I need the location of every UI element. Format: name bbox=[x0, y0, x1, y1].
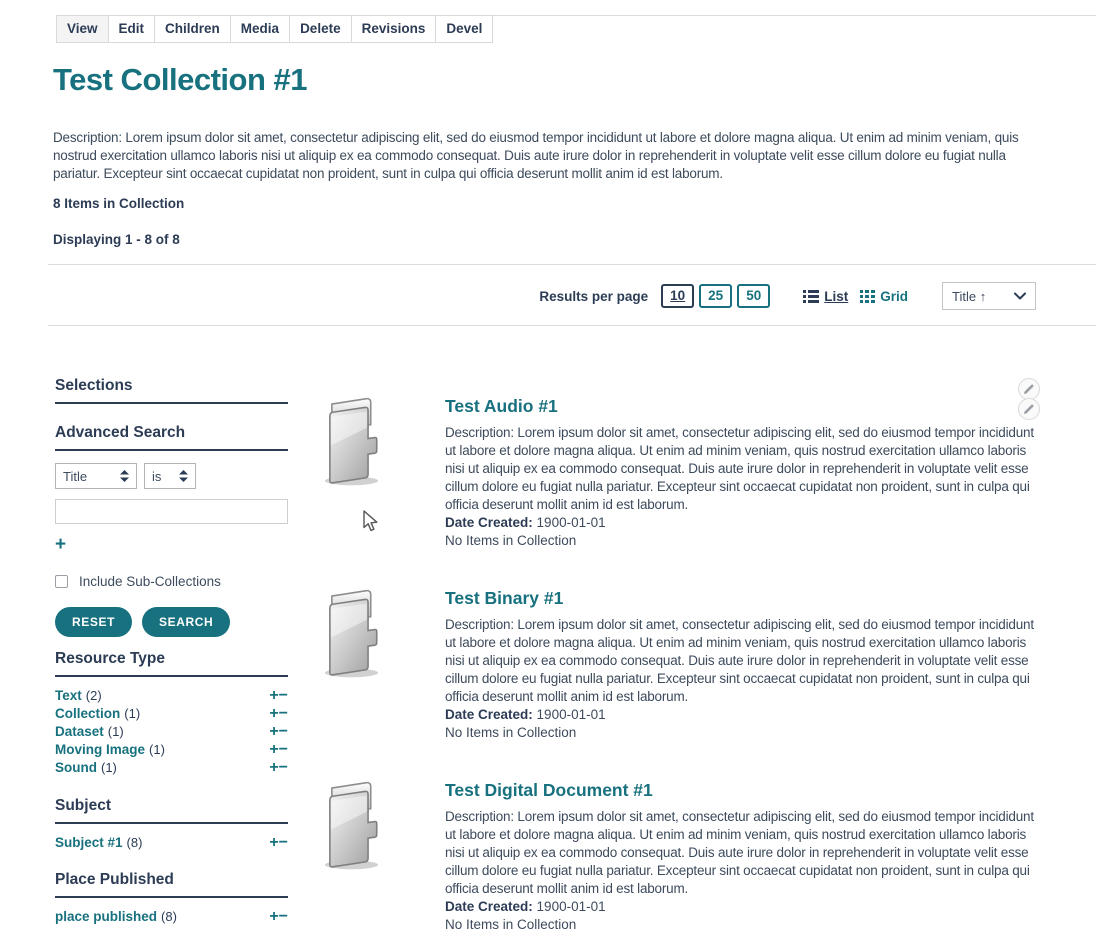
facet-remove-icon[interactable]: − bbox=[278, 908, 288, 925]
facet-add-icon[interactable]: + bbox=[269, 908, 279, 925]
tab-media[interactable]: Media bbox=[230, 15, 290, 43]
sort-select-value: Title ↑ bbox=[952, 288, 987, 304]
edit-button[interactable] bbox=[1018, 398, 1040, 420]
per-page-50-value: 50 bbox=[746, 288, 762, 303]
tab-children[interactable]: Children bbox=[154, 15, 231, 43]
facet-add-icon[interactable]: + bbox=[269, 759, 279, 776]
section-rule bbox=[55, 449, 288, 451]
place-published-heading: Place Published bbox=[55, 871, 174, 888]
facet-link-text[interactable]: Text bbox=[55, 688, 82, 703]
facet-link-place-published[interactable]: place published bbox=[55, 909, 158, 924]
search-operator-value: is bbox=[152, 468, 162, 484]
facet-remove-icon[interactable]: − bbox=[278, 705, 288, 722]
per-page-25-button[interactable] bbox=[699, 284, 732, 308]
list-item bbox=[322, 388, 1040, 580]
search-term-input[interactable] bbox=[55, 499, 288, 524]
list-item bbox=[322, 772, 1040, 946]
item-title-link[interactable]: Test Binary #1 bbox=[445, 588, 564, 608]
section-rule bbox=[55, 402, 288, 404]
tab-revisions[interactable]: Revisions bbox=[351, 15, 437, 43]
no-items-text: No Items in Collection bbox=[445, 533, 577, 548]
facet-link-dataset[interactable]: Dataset bbox=[55, 724, 104, 739]
pencil-icon bbox=[1023, 383, 1035, 395]
displaying-range: Displaying 1 - 8 of 8 bbox=[53, 232, 180, 247]
folder-icon[interactable] bbox=[322, 395, 385, 492]
selections-heading: Selections bbox=[55, 377, 133, 394]
item-title-link[interactable]: Test Digital Document #1 bbox=[445, 780, 653, 800]
per-page-10-button[interactable] bbox=[661, 284, 694, 308]
facet-link-collection[interactable]: Collection bbox=[55, 706, 121, 721]
date-created-label: Date Created: bbox=[445, 707, 533, 722]
advanced-search-section bbox=[55, 424, 288, 637]
sort-arrows-icon bbox=[120, 470, 129, 482]
resource-type-heading: Resource Type bbox=[55, 650, 165, 667]
no-items-text: No Items in Collection bbox=[445, 725, 577, 740]
facet-row-subject-1 bbox=[55, 834, 288, 852]
facet-count: (1) bbox=[101, 760, 117, 775]
facet-count: (2) bbox=[85, 688, 102, 703]
search-operator-select[interactable] bbox=[144, 463, 196, 489]
search-field-select[interactable] bbox=[55, 463, 137, 489]
per-page-25-value: 25 bbox=[708, 288, 724, 303]
admin-tab-bar bbox=[56, 15, 493, 43]
facet-row-collection bbox=[55, 705, 288, 723]
tab-devel[interactable]: Devel bbox=[435, 15, 493, 43]
tab-view[interactable]: View bbox=[56, 15, 109, 43]
collection-item-list bbox=[322, 388, 1040, 946]
per-page-50-button[interactable] bbox=[737, 284, 770, 308]
divider bbox=[48, 325, 1096, 326]
include-subcollections-label: Include Sub-Collections bbox=[79, 574, 221, 589]
item-title-link[interactable]: Test Audio #1 bbox=[445, 396, 558, 416]
search-button[interactable]: SEARCH bbox=[142, 607, 230, 637]
include-subcollections-checkbox[interactable] bbox=[55, 575, 68, 588]
facet-row-sound bbox=[55, 759, 288, 777]
facet-add-icon[interactable]: + bbox=[269, 834, 279, 851]
facet-link-sound[interactable]: Sound bbox=[55, 760, 97, 775]
facet-row-place-published bbox=[55, 908, 288, 926]
item-description: Description: Lorem ipsum dolor sit amet, consectetur adipiscing elit, sed do eiusmod tempor incididunt ut labore et dolore magna aliqua. Ut enim ad minim veniam, quis nostrud exercitation ullamco laboris nisi ut aliquip ex ea commodo consequat. Duis aute irure dolor in reprehenderit in voluptate velit esse cillum dolore eu fugiat nulla pariatur. Excepteur sint occaecat cupidatat non proident, sunt in culpa qui officia deserunt mollit anim id est laborum. bbox=[445, 809, 1034, 896]
place-published-section bbox=[55, 871, 288, 926]
item-description: Description: Lorem ipsum dolor sit amet, consectetur adipiscing elit, sed do eiusmod tempor incididunt ut labore et dolore magna aliqua. Ut enim ad minim veniam, quis nostrud exercitation ullamco laboris nisi ut aliquip ex ea commodo consequat. Duis aute irure dolor in reprehenderit in voluptate velit esse cillum dolore eu fugiat nulla pariatur. Excepteur sint occaecat cupidatat non proident, sunt in culpa qui officia deserunt mollit anim id est laborum. bbox=[445, 425, 1034, 512]
facet-count: (1) bbox=[107, 724, 124, 739]
items-count: 8 Items in Collection bbox=[53, 196, 185, 211]
grid-icon bbox=[860, 290, 875, 303]
add-criteria-button[interactable]: + bbox=[55, 534, 67, 555]
divider bbox=[48, 264, 1096, 265]
folder-icon[interactable] bbox=[322, 779, 385, 876]
resource-type-section bbox=[55, 650, 288, 777]
page-title: Test Collection #1 bbox=[53, 62, 307, 97]
facet-remove-icon[interactable]: − bbox=[278, 834, 288, 851]
list-item bbox=[322, 580, 1040, 772]
no-items-text: No Items in Collection bbox=[445, 917, 577, 932]
date-created-label: Date Created: bbox=[445, 515, 533, 530]
pencil-icon bbox=[1023, 403, 1035, 415]
facet-sidebar bbox=[55, 377, 288, 937]
tab-delete[interactable]: Delete bbox=[289, 15, 352, 43]
facet-add-icon[interactable]: + bbox=[269, 741, 279, 758]
facet-link-moving-image[interactable]: Moving Image bbox=[55, 742, 146, 757]
facet-row-dataset bbox=[55, 723, 288, 741]
contextual-edit-buttons bbox=[1018, 378, 1040, 420]
advanced-search-heading: Advanced Search bbox=[55, 424, 186, 441]
date-created-value: 1900-01-01 bbox=[536, 707, 606, 722]
item-description: Description: Lorem ipsum dolor sit amet, consectetur adipiscing elit, sed do eiusmod tempor incididunt ut labore et dolore magna aliqua. Ut enim ad minim veniam, quis nostrud exercitation ullamco laboris nisi ut aliquip ex ea commodo consequat. Duis aute irure dolor in reprehenderit in voluptate velit esse cillum dolore eu fugiat nulla pariatur. Excepteur sint occaecat cupidatat non proident, sunt in culpa qui officia deserunt mollit anim id est laborum. bbox=[445, 617, 1034, 704]
facet-add-icon[interactable]: + bbox=[269, 723, 279, 740]
results-per-page-label: Results per page bbox=[539, 288, 649, 304]
list-icon bbox=[803, 290, 819, 303]
grid-view-toggle[interactable] bbox=[860, 289, 908, 304]
facet-count: (1) bbox=[149, 742, 165, 757]
list-view-toggle[interactable] bbox=[803, 289, 848, 304]
facet-count: (8) bbox=[161, 909, 177, 924]
date-created-value: 1900-01-01 bbox=[536, 899, 606, 914]
facet-add-icon[interactable]: + bbox=[269, 687, 279, 704]
date-created-value: 1900-01-01 bbox=[536, 515, 606, 530]
reset-button[interactable]: RESET bbox=[55, 607, 132, 637]
selections-section bbox=[55, 377, 288, 404]
date-created-label: Date Created: bbox=[445, 899, 533, 914]
facet-remove-icon[interactable]: − bbox=[278, 759, 288, 776]
collection-description: Description: Lorem ipsum dolor sit amet, consectetur adipiscing elit, sed do eiusmod tempor incididunt ut labore et dolore magna aliqua. Ut enim ad minim veniam, quis nostrud exercitation ullamco laboris nisi ut aliquip ex ea commodo consequat. Duis aute irure dolor in reprehenderit in voluptate velit esse cillum dolore eu fugiat nulla pariatur. Excepteur sint occaecat cupidatat non proident, sunt in culpa qui officia deserunt mollit anim id est laborum. bbox=[53, 130, 1019, 181]
facet-remove-icon[interactable]: − bbox=[278, 723, 288, 740]
facet-remove-icon[interactable]: − bbox=[278, 687, 288, 704]
subject-heading: Subject bbox=[55, 797, 111, 814]
folder-icon[interactable] bbox=[322, 587, 385, 684]
facet-count: (1) bbox=[124, 706, 141, 721]
section-rule bbox=[55, 822, 288, 824]
list-label: List bbox=[824, 288, 849, 304]
sort-arrows-icon bbox=[179, 470, 188, 482]
section-rule bbox=[55, 896, 288, 898]
search-field-value: Title bbox=[63, 468, 88, 484]
per-page-10-value: 10 bbox=[670, 288, 686, 303]
grid-label: Grid bbox=[880, 288, 908, 304]
tab-edit[interactable]: Edit bbox=[108, 15, 156, 43]
sort-select[interactable] bbox=[942, 282, 1036, 310]
chevron-down-icon bbox=[1014, 292, 1026, 300]
facet-count: (8) bbox=[126, 835, 143, 850]
facet-add-icon[interactable]: + bbox=[269, 705, 279, 722]
edit-button[interactable] bbox=[1018, 378, 1040, 400]
facet-remove-icon[interactable]: − bbox=[278, 741, 288, 758]
facet-row-text bbox=[55, 687, 288, 705]
results-bar bbox=[539, 282, 1036, 310]
facet-link-subject-1[interactable]: Subject #1 bbox=[55, 835, 123, 850]
section-rule bbox=[55, 675, 288, 677]
facet-row-moving-image bbox=[55, 741, 288, 759]
subject-section bbox=[55, 797, 288, 852]
